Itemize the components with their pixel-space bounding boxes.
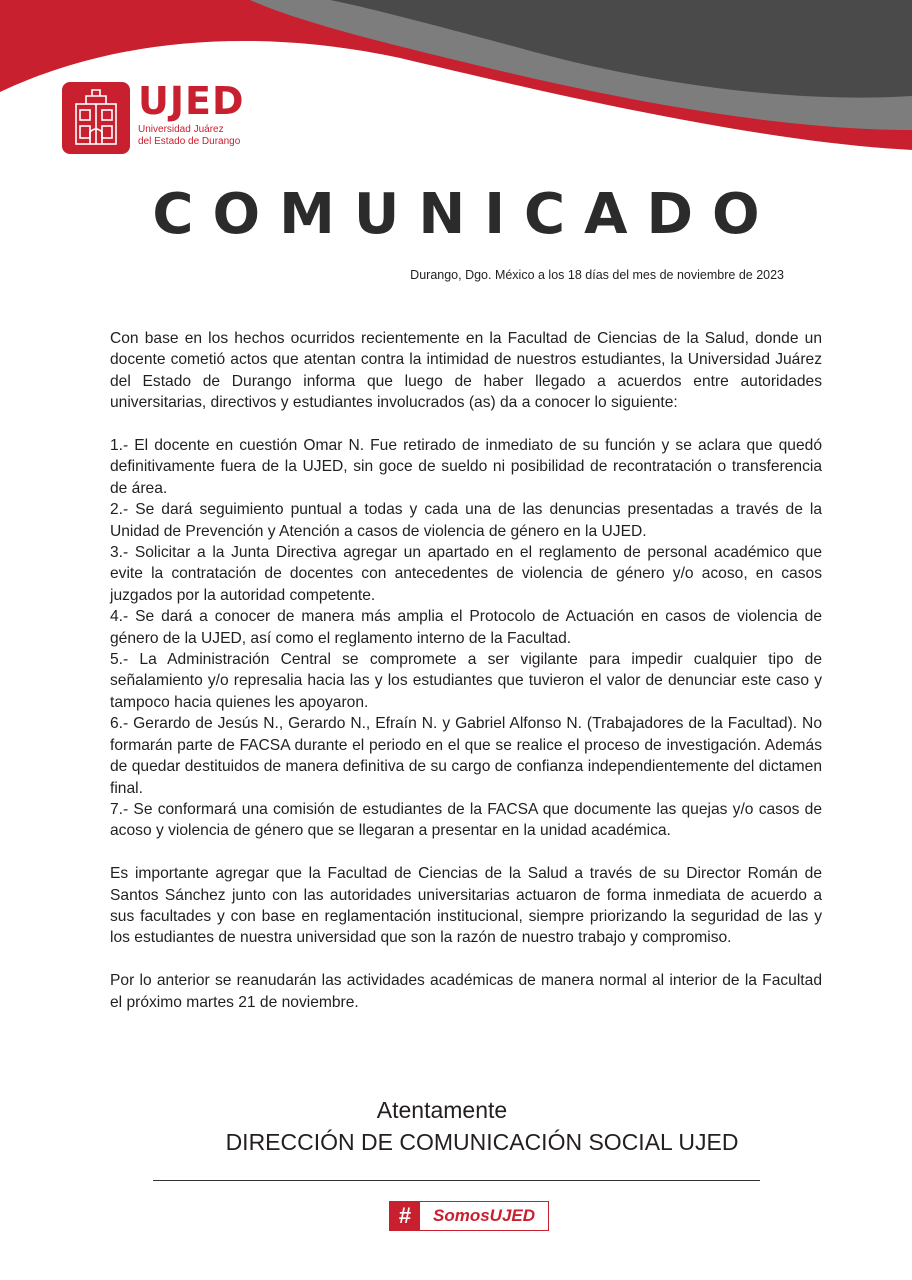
- resume-activities-paragraph: Por lo anterior se reanudarán las actividades académicas de manera normal al interior de la Facultad el próximo martes 21 de noviembre.: [110, 972, 822, 1011]
- hashtag-text: SomosUJED: [432, 1206, 536, 1225]
- signature-department: DIRECCIÓN DE COMUNICACIÓN SOCIAL UJED: [225, 1129, 739, 1155]
- ujed-logo: [62, 79, 245, 154]
- intro-paragraph: Con base en los hechos ocurridos recientemente en la Facultad de Ciencias de la Salud, donde un docente cometió actos que atentan contra la intimidad de nuestros estudiantes, la Universidad Juárez del Estado de Durango informa que luego de haber llegado a acuerdos entre autoridades universitarias, directivos y estudiantes involucrados (as) da a conocer lo siguiente:: [110, 330, 822, 412]
- signature-block: [152, 1094, 812, 1158]
- point-6: 6.- Gerardo de Jesús N., Gerardo N., Efraín N. y Gabriel Alfonso N. (Trabajadores de la Facultad). No formarán parte de FACSA durante el periodo en el que se realice el proceso de investigación. Además de quedar destituidos de manera definitiva de su cargo de confianza independientemente del dictamen final.: [110, 715, 822, 797]
- point-1: 1.- El docente en cuestión Omar N. Fue retirado de inmediato de su función y se aclara que quedó definitivamente fuera de la UJED, sin goce de sueldo ni posibilidad de recontratación o transferencia de área.: [110, 437, 822, 497]
- hashtag-icon: #: [390, 1202, 420, 1230]
- document-title: COMUNICADO: [152, 182, 779, 247]
- point-7: 7.- Se conformará una comisión de estudiantes de la FACSA que documente las quejas y/o casos de acoso y violencia de género que se llegaran a presentar en la unidad académica.: [110, 800, 822, 840]
- logo-name: UJED: [138, 79, 245, 123]
- signature-closing: Atentamente: [376, 1097, 508, 1123]
- somosujed-hashtag-badge: [389, 1201, 549, 1231]
- logo-subtitle-line1: Universidad Juárez: [138, 124, 224, 135]
- point-3: 3.- Solicitar a la Junta Directiva agregar un apartado en el reglamento de personal académico que evite la contratación de docentes con antecedentes de violencia de género y/o acoso, en casos juzgados por la autoridad competente.: [110, 544, 822, 604]
- point-2: 2.- Se dará seguimiento puntual a todas y cada una de las denuncias presentadas a través de la Unidad de Prevención y Atención a casos de violencia de género en la UJED.: [110, 501, 822, 540]
- university-building-icon: [62, 82, 130, 154]
- point-4: 4.- Se dará a conocer de manera más amplia el Protocolo de Actuación en casos de violencia de género de la UJED, así como el reglamento interno de la Facultad.: [110, 608, 822, 647]
- closing-paragraph: Es importante agregar que la Facultad de Ciencias de la Salud a través de su Director Román de Santos Sánchez junto con las autoridades universitarias actuaron de forma inmediata de acuerdo a sus facultades y con base en reglamentación institucional, siempre priorizando la seguridad de las y los estudiantes de nuestra universidad que son la razón de nuestro trabajo y compromiso.: [110, 865, 822, 947]
- point-5: 5.- La Administración Central se compromete a ser vigilante para impedir cualquier tipo de señalamiento y/o represalia hacia las y los estudiantes que tuvieron el valor de denunciar este caso y tampoco hacia quienes les apoyaron.: [110, 651, 822, 711]
- date-line: Durango, Dgo. México a los 18 días del mes de noviembre de 2023: [410, 268, 784, 282]
- document-body: [110, 328, 822, 1013]
- signature-divider: [153, 1180, 760, 1181]
- logo-subtitle-line2: del Estado de Durango: [138, 136, 241, 147]
